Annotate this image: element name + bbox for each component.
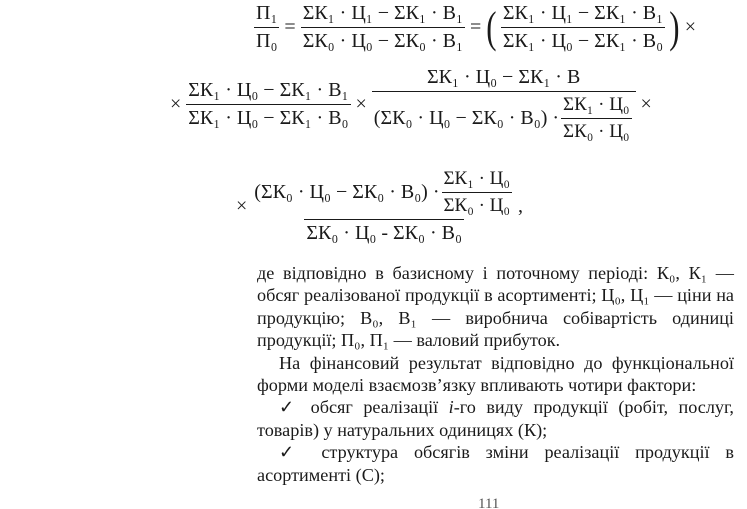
fraction-5-numerator-paren: (ΣК₀ · Ц₀ − ΣК₀ · В₀) · <box>254 181 440 203</box>
fraction-2-numerator: ΣК₁ · Ц₁ − ΣК₁ · В₁ <box>502 2 664 24</box>
fraction-2 <box>501 2 665 53</box>
body-text <box>257 262 734 486</box>
paragraph-definitions: де відповідно в базисному і поточному періоді: К₀, К₁ — обсяг реалізованої продукції в асортименті; Ц₀, Ц₁ — ціни на продукцію; В₀, В₁ — виробнича собівартість одиниці продукції; П₀, П₁ — валовий прибуток. <box>257 263 734 351</box>
fraction-5-inner-fraction <box>442 168 513 217</box>
page-number: 111 <box>478 496 500 509</box>
formula-comma: , <box>518 195 524 217</box>
bullet-volume <box>257 396 734 441</box>
bullet-volume-post: -го виду продукції (робіт, послуг, товарів) у натуральних одиницях (К); <box>257 397 734 440</box>
times-sign: × <box>640 93 652 115</box>
fraction-1-denominator: ΣК₀ · Ц₀ − ΣК₀ · В₁ <box>301 27 465 53</box>
fraction-5-numerator <box>252 168 516 219</box>
fraction-4-inner-numerator: ΣК₁ · Ц₀ <box>563 94 630 115</box>
left-paren: ( <box>486 2 497 52</box>
formula-line-3 <box>233 168 523 245</box>
formula-line-1 <box>252 2 699 53</box>
equals-sign: = <box>284 16 296 38</box>
times-sign: × <box>355 93 367 115</box>
fraction-5-denominator: ΣК₀ · Ц₀ - ΣК₀ · В₀ <box>304 219 464 245</box>
fraction-3 <box>186 79 350 130</box>
fraction-4-inner-fraction <box>561 94 632 143</box>
fraction-5-inner-numerator: ΣК₁ · Ц₀ <box>443 168 511 189</box>
fraction-2-denominator: ΣК₁ · Ц₀ − ΣК₁ · В₀ <box>501 27 665 53</box>
fraction-3-denominator: ΣК₁ · Ц₀ − ΣК₁ · В₀ <box>186 104 350 130</box>
equals-sign: = <box>469 16 482 38</box>
fraction-4-denominator <box>372 91 636 143</box>
lhs-fraction <box>254 2 279 53</box>
fraction-4 <box>372 66 636 143</box>
fraction-5 <box>252 168 516 245</box>
times-sign: × <box>170 93 182 115</box>
paragraph-factors-intro: На фінансовий результат відповідно до функціональної форми моделі взаємозв’язку впливають чотири фактори: <box>257 352 734 396</box>
fraction-3-numerator: ΣК₁ · Ц₀ − ΣК₁ · В₁ <box>188 79 349 101</box>
lhs-denominator: П₀ <box>254 27 279 53</box>
lhs-numerator: П₁ <box>256 2 278 24</box>
fraction-4-denominator-paren: (ΣК₀ · Ц₀ − ΣК₀ · В₀) · <box>373 107 560 129</box>
times-sign: × <box>236 195 248 217</box>
bullet-volume-pre: ✓ обсяг реалізації <box>279 397 449 418</box>
right-paren: ) <box>669 2 680 52</box>
bullet-volume-italic: і <box>448 397 454 418</box>
bullet-structure: ✓ структура обсягів зміни реалізації продукції в асортименті (С); <box>257 442 734 485</box>
times-sign: × <box>684 16 697 38</box>
fraction-5-inner-denominator: ΣК₀ · Ц₀ <box>442 192 513 217</box>
fraction-1-numerator: ΣК₁ · Ц₁ − ΣК₁ · В₁ <box>302 2 463 24</box>
fraction-4-inner-denominator: ΣК₀ · Ц₀ <box>561 118 632 143</box>
fraction-4-numerator: ΣК₁ · Ц₀ − ΣК₁ · В <box>427 66 581 88</box>
formula-line-2 <box>167 66 655 143</box>
fraction-1 <box>301 2 465 53</box>
